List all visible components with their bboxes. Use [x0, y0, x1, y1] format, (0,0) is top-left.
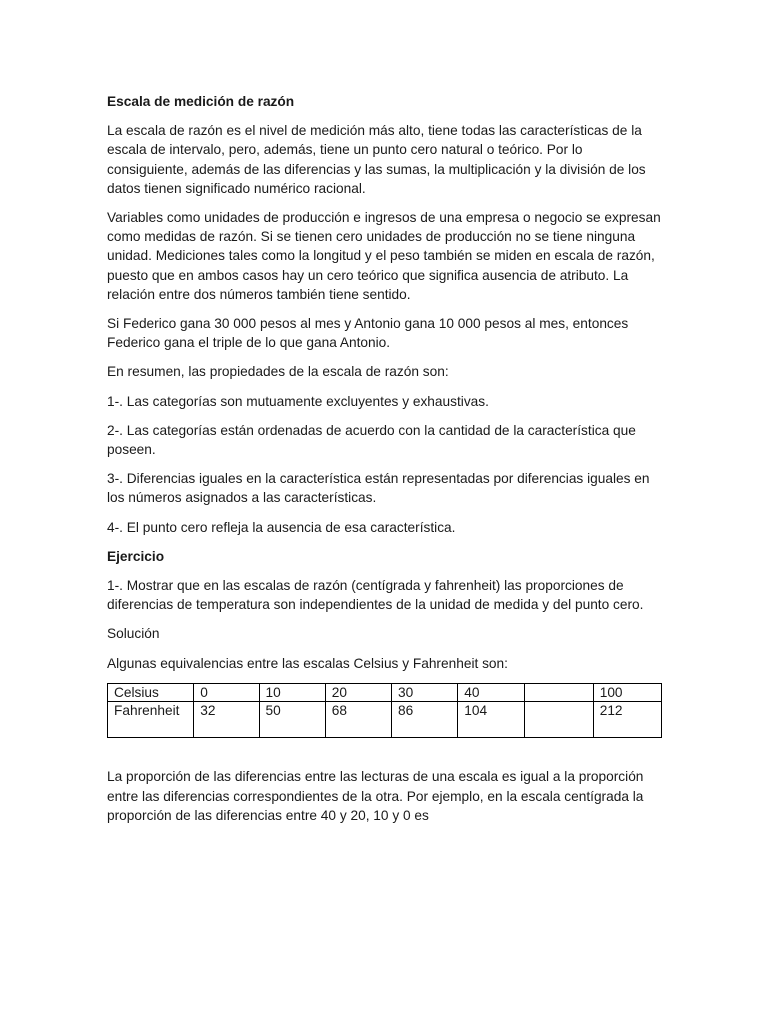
table-cell: 32	[194, 702, 259, 738]
document-page	[107, 92, 663, 835]
paragraph-example: Si Federico gana 30 000 pesos al mes y Antonio gana 10 000 pesos al mes, entonces Federico gana el triple de lo que gana Antonio.	[107, 316, 629, 351]
table-cell	[525, 683, 593, 702]
exercise-statement: 1-. Mostrar que en las escalas de razón (centígrada y fahrenheit) las proporciones de diferencias de temperatura son independientes de la unidad de medida y del punto cero.	[107, 578, 644, 613]
paragraph-variables: Variables como unidades de producción e ingresos de una empresa o negocio se expresan como medidas de razón. Si se tienen cero unidades de producción no se tiene ninguna unidad. Mediciones tales como la longitud y el peso también se miden en escala de razón, puesto que en ambos casos hay un cero teórico que significa ausencia de atributo. La relación entre dos números también tiene sentido.	[107, 210, 661, 302]
exercise-heading: Ejercicio	[107, 548, 165, 564]
paragraph-definition: La escala de razón es el nivel de medición más alto, tiene todas las características de la escala de intervalo, pero, además, tiene un punto cero natural o teórico. Por lo consiguiente, además de las diferencias y las sumas, la multiplicación y la división de los datos tienen significado numérico racional.	[107, 123, 646, 196]
table-cell: 50	[259, 702, 325, 738]
table-row-fahrenheit	[108, 702, 662, 738]
closing-paragraph: La proporción de las diferencias entre las lecturas de una escala es igual a la proporción entre las diferencias correspondientes de la otra. Por ejemplo, en la escala centígrada la proporción de las diferencias entre 40 y 20, 10 y 0 es	[107, 769, 644, 823]
table-row-celsius	[108, 683, 662, 702]
table-cell: 86	[392, 702, 458, 738]
solution-label: Solución	[107, 626, 160, 642]
table-cell: 68	[325, 702, 391, 738]
document-title: Escala de medición de razón	[107, 94, 295, 109]
temperature-equivalence-table	[107, 683, 662, 739]
equivalences-intro: Algunas equivalencias entre las escalas Celsius y Fahrenheit son:	[107, 655, 508, 671]
property-item-1: 1-. Las categorías son mutuamente excluyentes y exhaustivas.	[107, 393, 489, 409]
table-cell	[525, 702, 593, 738]
table-cell: Celsius	[108, 683, 194, 702]
table-cell: Fahrenheit	[108, 702, 194, 738]
property-item-3: 3-. Diferencias iguales en la característica están representadas por diferencias iguales en los números asignados a las características.	[107, 471, 650, 506]
paragraph-summary: En resumen, las propiedades de la escala de razón son:	[107, 364, 449, 380]
table-cell: 0	[194, 683, 259, 702]
table-cell: 20	[325, 683, 391, 702]
table-cell: 212	[593, 702, 661, 738]
table-cell: 104	[458, 702, 525, 738]
table-cell: 100	[593, 683, 661, 702]
table-cell: 30	[392, 683, 458, 702]
table-cell: 40	[458, 683, 525, 702]
table-cell: 10	[259, 683, 325, 702]
property-item-2: 2-. Las categorías están ordenadas de acuerdo con la cantidad de la característica que poseen.	[107, 422, 636, 458]
property-item-4: 4-. El punto cero refleja la ausencia de esa característica.	[107, 519, 456, 535]
